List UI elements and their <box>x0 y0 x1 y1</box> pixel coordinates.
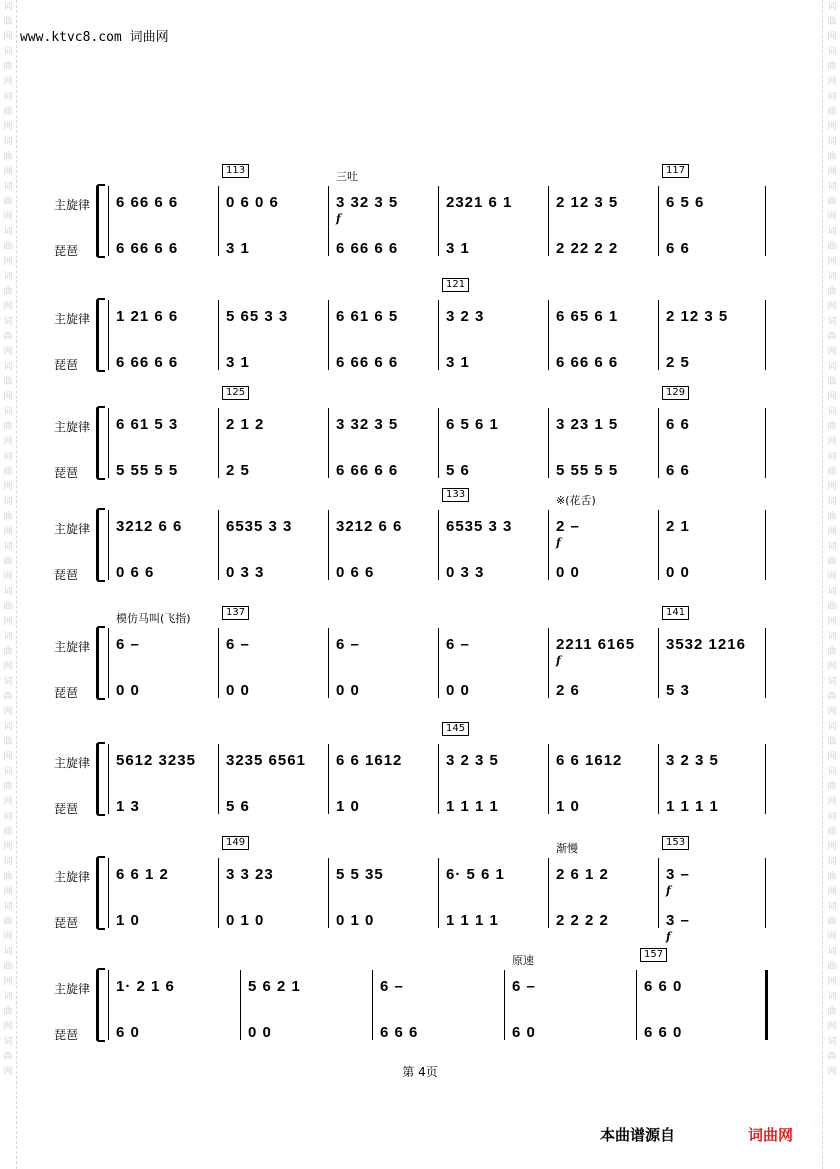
part-label-pipa: 琵琶 <box>54 568 79 582</box>
measure-number: 141 <box>662 606 689 620</box>
pipa-measure: 5 55 5 5 <box>116 462 179 479</box>
barline <box>218 628 219 698</box>
part-label-melody: 主旋律 <box>54 312 91 326</box>
pipa-measure: 1 1 1 1 <box>446 912 499 929</box>
site-header-url[interactable]: www.ktvc8.com 词曲网 <box>20 30 169 45</box>
pipa-measure: 6 6 0 <box>644 1024 683 1041</box>
performance-annotation: 三吐 <box>336 170 358 183</box>
melody-measure: 6 6 1 2 <box>116 866 169 883</box>
pipa-measure: 0 0 <box>226 682 250 699</box>
measure-number: 129 <box>662 386 689 400</box>
melody-measure: 6 61 5 3 <box>116 416 179 433</box>
measure-number: 153 <box>662 836 689 850</box>
barline <box>658 510 659 580</box>
pipa-measure: 6 0 <box>116 1024 140 1041</box>
part-label-pipa: 琵琶 <box>54 358 79 372</box>
site-logo[interactable]: 词曲网 <box>748 1126 794 1144</box>
melody-measure: 5 5 35 <box>336 866 384 883</box>
part-label-melody: 主旋律 <box>54 640 91 654</box>
pipa-measure: 0 0 <box>446 682 470 699</box>
barline <box>328 628 329 698</box>
system-bracket <box>96 298 105 372</box>
barline <box>658 300 659 370</box>
barline <box>765 510 766 580</box>
melody-measure: 6 6 <box>666 416 690 433</box>
part-label-pipa: 琵琶 <box>54 1028 79 1042</box>
pipa-measure: 0 0 <box>248 1024 272 1041</box>
measure-area <box>108 837 768 943</box>
melody-measure: 5 6 2 1 <box>248 978 301 995</box>
barline <box>548 510 549 580</box>
barline <box>218 744 219 814</box>
part-label-melody: 主旋律 <box>54 982 91 996</box>
pipa-measure: 2 5 <box>666 354 690 371</box>
melody-measure: 2 1 <box>666 518 690 535</box>
pipa-measure: 0 0 <box>666 564 690 581</box>
melody-measure: 6 5 6 1 <box>446 416 499 433</box>
barline <box>658 408 659 478</box>
dynamic-marking: f <box>666 884 671 897</box>
measure-number: 137 <box>222 606 249 620</box>
pipa-measure: 3 – <box>666 912 690 929</box>
pipa-measure: 5 55 5 5 <box>556 462 619 479</box>
pipa-measure: 0 0 <box>116 682 140 699</box>
measure-number: 145 <box>442 722 469 736</box>
score-system <box>50 279 770 376</box>
melody-measure: 6 – <box>116 636 140 653</box>
melody-measure: 3212 6 6 <box>336 518 403 535</box>
melody-measure: 6 – <box>446 636 470 653</box>
measure-number: 157 <box>640 948 667 962</box>
pipa-measure: 1 0 <box>336 798 360 815</box>
barline <box>218 300 219 370</box>
melody-measure: 3 2 3 5 <box>666 752 719 769</box>
measure-area <box>108 607 768 704</box>
barline <box>765 628 766 698</box>
pipa-measure: 5 6 <box>446 462 470 479</box>
system-bracket <box>96 406 105 480</box>
barline <box>438 510 439 580</box>
right-margin-line <box>822 0 823 1169</box>
melody-measure: 3212 6 6 <box>116 518 183 535</box>
barline <box>765 408 766 478</box>
pipa-measure: 0 1 0 <box>336 912 375 929</box>
melody-measure: 6 – <box>380 978 404 995</box>
system-bracket <box>96 742 105 816</box>
melody-measure: 2211 6165 <box>556 636 636 653</box>
score-system <box>50 607 770 704</box>
melody-measure: 3 23 1 5 <box>556 416 619 433</box>
melody-measure: 3235 6561 <box>226 752 306 769</box>
performance-annotation: 模仿马叫(飞指) <box>116 612 191 625</box>
melody-measure: 6 6 1612 <box>336 752 403 769</box>
system-bracket <box>96 508 105 582</box>
pipa-measure: 5 6 <box>226 798 250 815</box>
measure-number: 125 <box>222 386 249 400</box>
measure-area <box>108 489 768 586</box>
melody-measure: 6 6 0 <box>644 978 683 995</box>
melody-measure: 1· 2 1 6 <box>116 978 175 995</box>
melody-measure: 6 66 6 6 <box>116 194 179 211</box>
pipa-measure: 1 0 <box>556 798 580 815</box>
barline <box>765 300 766 370</box>
barline <box>765 858 766 928</box>
performance-annotation: 渐慢 <box>556 842 578 855</box>
melody-measure: 3 – <box>666 866 690 883</box>
barline <box>240 970 241 1040</box>
melody-measure: 6 – <box>336 636 360 653</box>
barline <box>328 300 329 370</box>
pipa-measure: 0 3 3 <box>446 564 485 581</box>
pipa-measure: 5 3 <box>666 682 690 699</box>
pipa-measure: 0 0 <box>556 564 580 581</box>
pipa-measure: 0 3 3 <box>226 564 265 581</box>
melody-measure: 6· 5 6 1 <box>446 866 505 883</box>
pipa-measure: 0 6 6 <box>336 564 375 581</box>
part-label-melody: 主旋律 <box>54 420 91 434</box>
dynamic-marking: f <box>666 930 671 943</box>
part-label-melody: 主旋律 <box>54 756 91 770</box>
pipa-measure: 0 0 <box>336 682 360 699</box>
score-system <box>50 165 770 262</box>
performance-annotation: 原速 <box>512 954 534 967</box>
melody-measure: 6 – <box>512 978 536 995</box>
score-system <box>50 387 770 484</box>
measure-area <box>108 165 768 262</box>
barline <box>548 300 549 370</box>
part-label-pipa: 琵琶 <box>54 466 79 480</box>
melody-measure: 6535 3 3 <box>226 518 293 535</box>
pipa-measure: 0 1 0 <box>226 912 265 929</box>
barline <box>218 186 219 256</box>
pipa-measure: 6 66 6 6 <box>336 462 399 479</box>
barline <box>108 510 109 580</box>
melody-measure: 0 6 0 6 <box>226 194 279 211</box>
side-watermark-left: 词曲网词曲网词曲网词曲网词曲网词曲网词曲网词曲网词曲网词曲网词曲网词曲网词曲网词曲网词曲网词曲网词曲网词曲网词曲网词曲网词曲网词曲网词曲网词曲网 <box>3 2 13 1077</box>
melody-measure: 3 3 23 <box>226 866 274 883</box>
measure-number: 113 <box>222 164 249 178</box>
melody-measure: 2 12 3 5 <box>666 308 729 325</box>
score-system <box>50 489 770 586</box>
melody-measure: 6 – <box>226 636 250 653</box>
melody-measure: 2 12 3 5 <box>556 194 619 211</box>
melody-measure: 3 2 3 5 <box>446 752 499 769</box>
barline <box>548 744 549 814</box>
barline <box>328 186 329 256</box>
barline <box>765 186 766 256</box>
pipa-measure: 6 66 6 6 <box>336 240 399 257</box>
page-number: 第 4页 <box>402 1065 438 1079</box>
barline <box>438 186 439 256</box>
barline <box>438 744 439 814</box>
pipa-measure: 2 2 2 2 <box>556 912 609 929</box>
melody-measure: 5612 3235 <box>116 752 196 769</box>
left-margin-line <box>16 0 17 1169</box>
system-bracket <box>96 968 105 1042</box>
part-label-melody: 主旋律 <box>54 198 91 212</box>
measure-number: 133 <box>442 488 469 502</box>
pipa-measure: 1 1 1 1 <box>446 798 499 815</box>
barline <box>328 744 329 814</box>
melody-measure: 1 21 6 6 <box>116 308 179 325</box>
barline <box>218 858 219 928</box>
pipa-measure: 3 1 <box>226 354 250 371</box>
barline <box>328 858 329 928</box>
barline <box>658 858 659 928</box>
melody-measure: 6 5 6 <box>666 194 705 211</box>
melody-measure: 2 6 1 2 <box>556 866 609 883</box>
barline <box>328 510 329 580</box>
measure-number: 117 <box>662 164 689 178</box>
barline <box>328 408 329 478</box>
pipa-measure: 1 3 <box>116 798 140 815</box>
pipa-measure: 2 22 2 2 <box>556 240 619 257</box>
barline <box>108 744 109 814</box>
side-watermark-right: 词曲网词曲网词曲网词曲网词曲网词曲网词曲网词曲网词曲网词曲网词曲网词曲网词曲网词曲网词曲网词曲网词曲网词曲网词曲网词曲网词曲网词曲网词曲网词曲网 <box>827 2 837 1077</box>
barline <box>108 628 109 698</box>
measure-number: 121 <box>442 278 469 292</box>
barline <box>372 970 373 1040</box>
pipa-measure: 6 66 6 6 <box>556 354 619 371</box>
barline <box>504 970 505 1040</box>
pipa-measure: 3 1 <box>446 240 470 257</box>
barline <box>438 628 439 698</box>
barline <box>548 858 549 928</box>
barline <box>108 186 109 256</box>
barline <box>438 858 439 928</box>
dynamic-marking: f <box>556 536 561 549</box>
barline <box>765 744 766 814</box>
melody-measure: 2321 6 1 <box>446 194 513 211</box>
pipa-measure: 1 0 <box>116 912 140 929</box>
barline <box>658 186 659 256</box>
score-system <box>50 949 770 1046</box>
source-label: 本曲谱源自 <box>600 1126 676 1144</box>
part-label-pipa: 琵琶 <box>54 802 79 816</box>
pipa-measure: 6 6 6 <box>380 1024 419 1041</box>
measure-area <box>108 279 768 376</box>
system-bracket <box>96 626 105 700</box>
pipa-measure: 6 6 <box>666 462 690 479</box>
score-system <box>50 837 770 943</box>
melody-measure: 2 1 2 <box>226 416 265 433</box>
barline <box>548 628 549 698</box>
barline <box>548 408 549 478</box>
measure-area <box>108 387 768 484</box>
melody-measure: 6 61 6 5 <box>336 308 399 325</box>
part-label-pipa: 琵琶 <box>54 686 79 700</box>
pipa-measure: 6 66 6 6 <box>116 354 179 371</box>
pipa-measure: 6 66 6 6 <box>336 354 399 371</box>
barline <box>765 970 768 1040</box>
system-bracket <box>96 184 105 258</box>
barline <box>108 300 109 370</box>
measure-number: 149 <box>222 836 249 850</box>
measure-area <box>108 723 768 820</box>
dynamic-marking: f <box>336 212 341 225</box>
barline <box>108 970 109 1040</box>
barline <box>438 300 439 370</box>
barline <box>218 408 219 478</box>
barline <box>108 408 109 478</box>
score-system <box>50 723 770 820</box>
pipa-measure: 6 0 <box>512 1024 536 1041</box>
melody-measure: 3 32 3 5 <box>336 194 399 211</box>
pipa-measure: 6 66 6 6 <box>116 240 179 257</box>
dynamic-marking: f <box>556 654 561 667</box>
part-label-pipa: 琵琶 <box>54 916 79 930</box>
barline <box>658 628 659 698</box>
barline <box>636 970 637 1040</box>
melody-measure: 3 2 3 <box>446 308 485 325</box>
part-label-pipa: 琵琶 <box>54 244 79 258</box>
barline <box>658 744 659 814</box>
melody-measure: 5 65 3 3 <box>226 308 289 325</box>
system-bracket <box>96 856 105 930</box>
measure-area <box>108 949 768 1046</box>
melody-measure: 6 65 6 1 <box>556 308 619 325</box>
melody-measure: 3 32 3 5 <box>336 416 399 433</box>
barline <box>218 510 219 580</box>
pipa-measure: 2 5 <box>226 462 250 479</box>
part-label-melody: 主旋律 <box>54 870 91 884</box>
barline <box>548 186 549 256</box>
melody-measure: 3532 1216 <box>666 636 746 653</box>
performance-annotation: ※(花舌) <box>556 494 596 507</box>
barline <box>438 408 439 478</box>
pipa-measure: 0 6 6 <box>116 564 155 581</box>
pipa-measure: 3 1 <box>226 240 250 257</box>
pipa-measure: 2 6 <box>556 682 580 699</box>
melody-measure: 2 – <box>556 518 580 535</box>
barline <box>108 858 109 928</box>
part-label-melody: 主旋律 <box>54 522 91 536</box>
melody-measure: 6 6 1612 <box>556 752 623 769</box>
melody-measure: 6535 3 3 <box>446 518 513 535</box>
pipa-measure: 3 1 <box>446 354 470 371</box>
pipa-measure: 1 1 1 1 <box>666 798 719 815</box>
pipa-measure: 6 6 <box>666 240 690 257</box>
